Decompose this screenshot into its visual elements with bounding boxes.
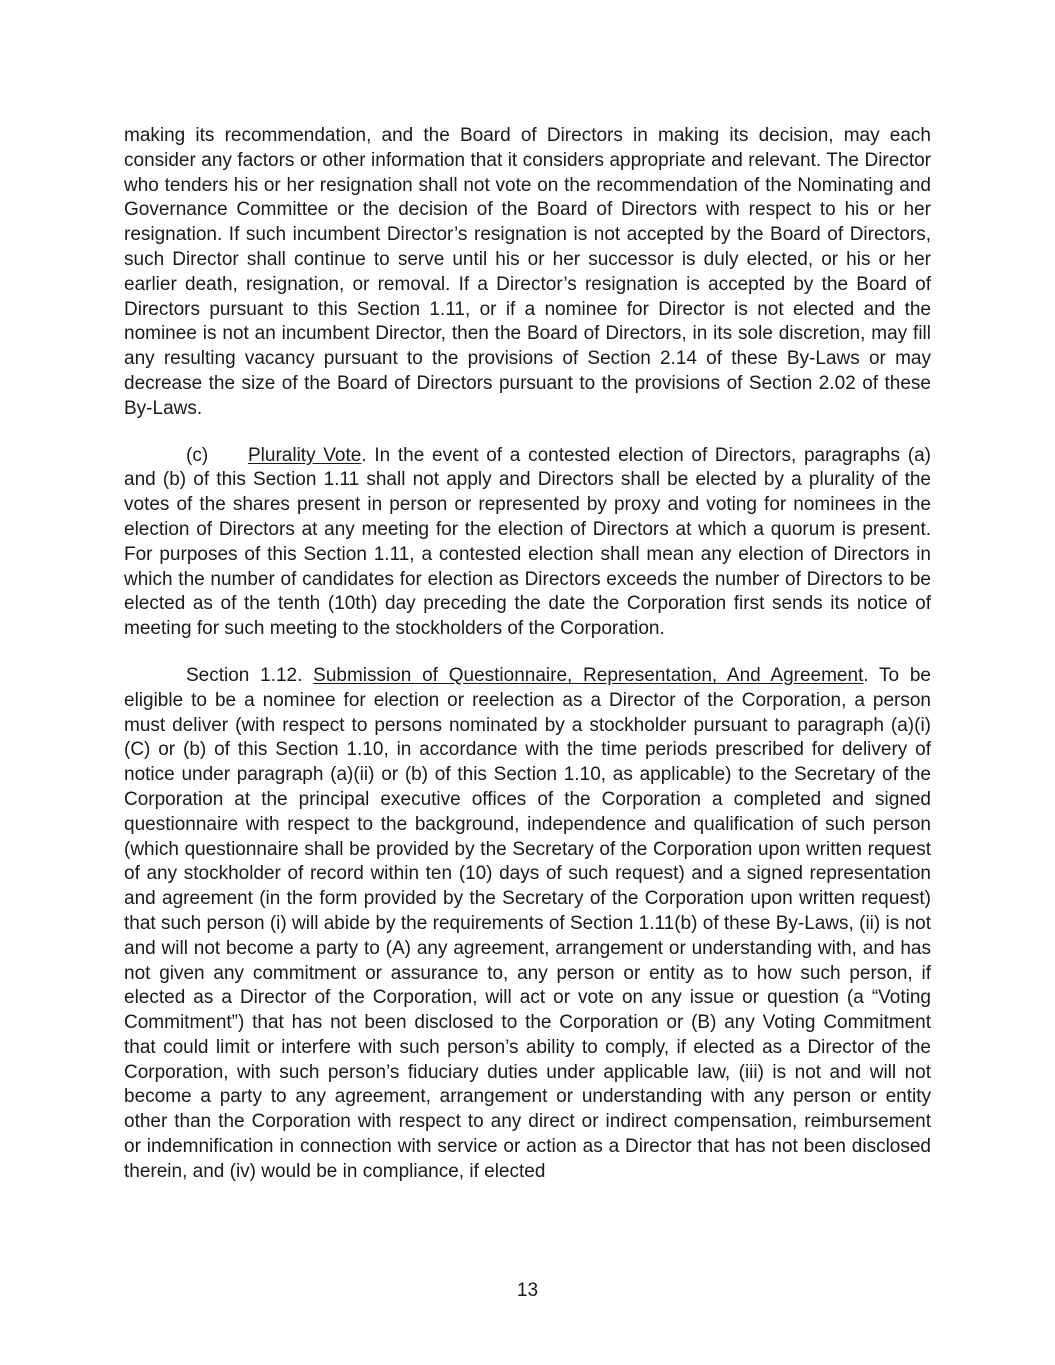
subsection-marker: (c): [186, 444, 209, 466]
page-number: 13: [516, 1280, 539, 1301]
section-heading: Submission of Questionnaire, Representation, And Agreement: [313, 664, 864, 686]
paragraph-text: . In the event of a contested election of Directors, paragraphs (a) and (b) of this Section 1.11 shall not apply and Directors shall be elected by a plurality of the votes of the shares present in person or represented by proxy and voting for nominees in the election of Directors at any meeting for the election of Directors at which a quorum is present. For purposes of this Section 1.11, a contested election shall mean any election of Directors in which the number of candidates for election as Directors exceeds the number of Directors to be elected as of the tenth (10th) day preceding the date the Corporation first sends its notice of meeting for such meeting to the stockholders of the Corporation.: [124, 444, 931, 640]
paragraph-resignation-continued: [124, 124, 931, 422]
paragraph-section-1-12: [124, 664, 931, 1185]
paragraph-text: making its recommendation, and the Board of Directors in making its decision, may each consider any factors or other information that it considers appropriate and relevant. The Director who tenders his or her resignation shall not vote on the recommendation of the Nominating and Governance Committee or the decision of the Board of Directors with respect to his or her resignation. If such incumbent Director’s resignation is not accepted by the Board of Directors, such Director shall continue to serve until his or her successor is duly elected, or his or her earlier death, resignation, or removal. If a Director’s resignation is accepted by the Board of Directors pursuant to this Section 1.11, or if a nominee for Director is not elected and the nominee is not an incumbent Director, then the Board of Directors, in its sole discretion, may fill any resulting vacancy pursuant to the provisions of Section 2.14 of these By-Laws or may decrease the size of the Board of Directors pursuant to the provisions of Section 2.02 of these By-Laws.: [124, 125, 931, 419]
paragraph-text: . To be eligible to be a nominee for election or reelection as a Director of the Corporation, a person must deliver (with respect to persons nominated by a stockholder pursuant to paragraph (a)(i)(C) or (b) of this Section 1.10, in accordance with the time periods prescribed for delivery of notice under paragraph (a)(ii) or (b) of this Section 1.10, as applicable) to the Secretary of the Corporation at the principal executive offices of the Corporation a completed and signed questionnaire with respect to the background, independence and qualification of such person (which questionnaire shall be provided by the Secretary of the Corporation upon written request of any stockholder of record within ten (10) days of such request) and a signed representation and agreement (in the form provided by the Secretary of the Corporation upon written request) that such person (i) will abide by the requirements of Section 1.11(b) of these By-Laws, (ii) is not and will not become a party to (A) any agreement, arrangement or understanding with, and has not given any commitment or assurance to, any person or entity as to how such person, if elected as a Director of the Corporation, will act or vote on any issue or question (a “Voting Commitment”) that has not been disclosed to the Corporation or (B) any Voting Commitment that could limit or interfere with such person’s ability to comply, if elected as a Director of the Corporation, with such person’s fiduciary duties under applicable law, (iii) is not and will not become a party to any agreement, arrangement or understanding with any person or entity other than the Corporation with respect to any direct or indirect compensation, reimbursement or indemnification in connection with service or action as a Director that has not been disclosed therein, and (iv) would be in compliance, if elected: [124, 664, 931, 1182]
document-page: [124, 124, 931, 1207]
paragraph-plurality-vote: [124, 444, 931, 642]
section-label: Section 1.12.: [186, 664, 303, 686]
subsection-heading: Plurality Vote: [248, 444, 362, 466]
